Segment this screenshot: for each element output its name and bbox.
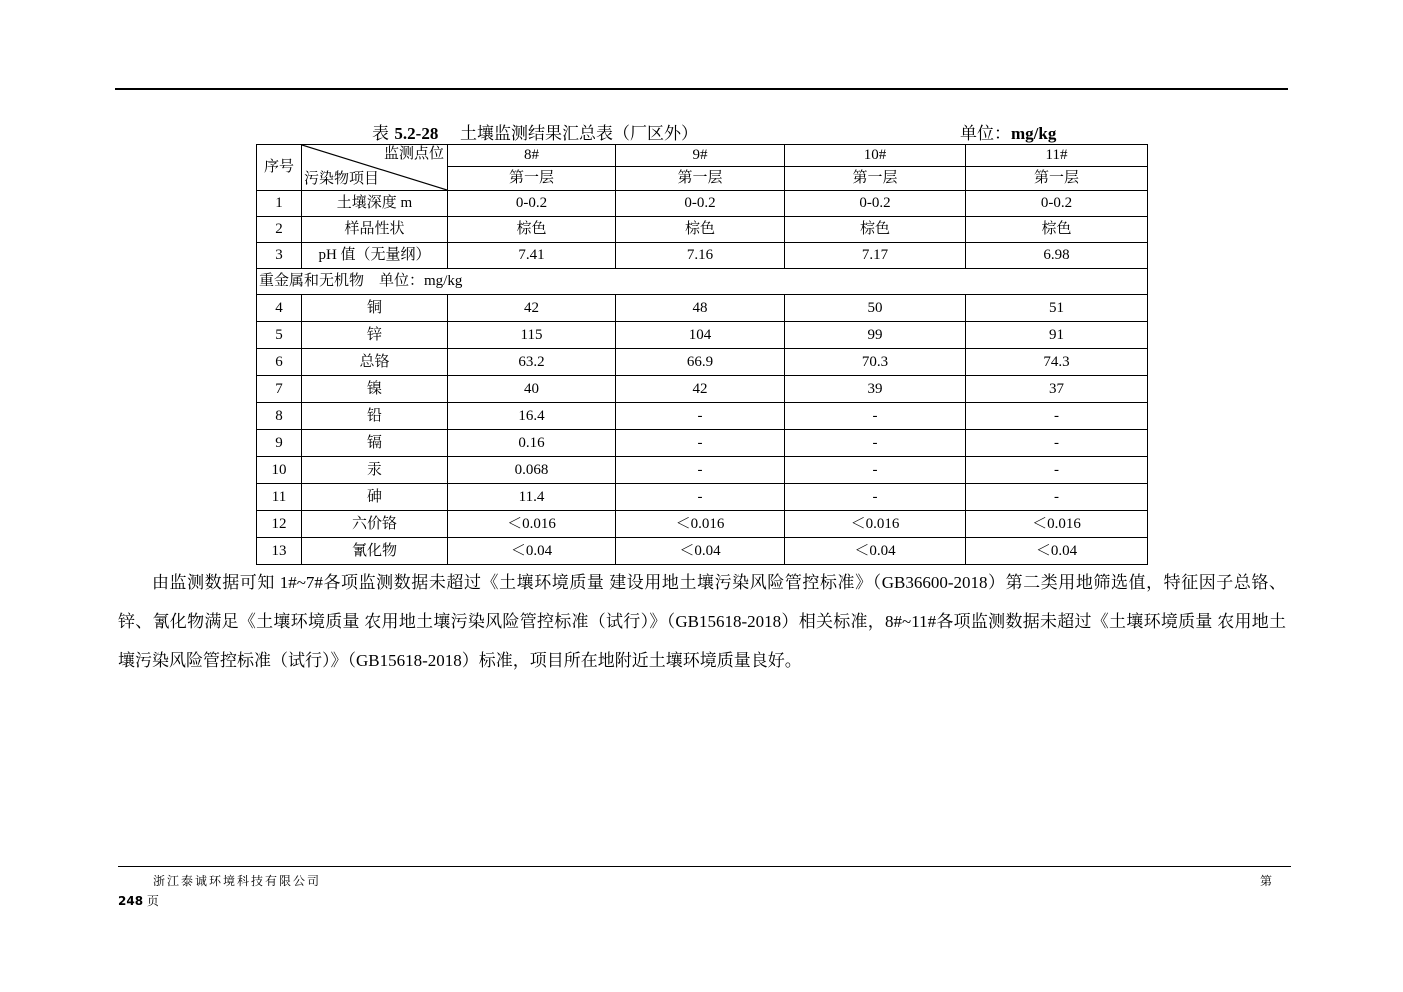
row-item: 砷	[302, 484, 448, 511]
row-number: 11	[257, 484, 302, 511]
value-cell: 50	[785, 295, 966, 322]
value-cell: 0-0.2	[785, 191, 966, 217]
value-cell: 0.16	[448, 430, 616, 457]
section-label: 重金属和无机物 单位：mg/kg	[257, 269, 1148, 295]
value-cell: ＜0.04	[616, 538, 785, 565]
value-cell: 0-0.2	[966, 191, 1148, 217]
value-cell: 0.068	[448, 457, 616, 484]
row-number: 5	[257, 322, 302, 349]
table-row	[257, 376, 1148, 403]
table-row	[257, 243, 1148, 269]
value-cell: 棕色	[966, 217, 1148, 243]
value-cell: 16.4	[448, 403, 616, 430]
footer-page-number	[118, 892, 159, 909]
header-pollutant-item: 污染物项目	[304, 171, 380, 187]
value-cell: 70.3	[785, 349, 966, 376]
header-seq: 序号	[257, 145, 302, 191]
table-row	[257, 538, 1148, 565]
header-rule	[115, 88, 1288, 90]
footer-page-prefix: 第	[1260, 874, 1273, 888]
conclusion-paragraph	[118, 563, 1286, 680]
caption-title-text: 土壤监测结果汇总表（厂区外）	[459, 124, 698, 144]
unit-value: mg/kg	[1011, 124, 1057, 143]
row-item: pH 值（无量纲）	[302, 243, 448, 269]
soil-monitoring-table	[256, 144, 1148, 565]
page-suffix: 页	[146, 894, 159, 908]
value-cell: 0-0.2	[448, 191, 616, 217]
value-cell: 42	[448, 295, 616, 322]
table-row	[257, 457, 1148, 484]
value-cell: 7.41	[448, 243, 616, 269]
value-cell: 63.2	[448, 349, 616, 376]
value-cell: 0-0.2	[616, 191, 785, 217]
page-number: 248	[118, 894, 144, 908]
value-cell: 115	[448, 322, 616, 349]
row-number: 8	[257, 403, 302, 430]
header-monitoring-point: 监测点位	[383, 146, 444, 162]
point-cell: 9#	[616, 145, 785, 167]
row-item: 锌	[302, 322, 448, 349]
value-cell: -	[785, 403, 966, 430]
value-cell: 棕色	[448, 217, 616, 243]
value-cell: 74.3	[966, 349, 1148, 376]
row-number: 3	[257, 243, 302, 269]
point-cell: 11#	[966, 145, 1148, 167]
row-item: 样品性状	[302, 217, 448, 243]
table-row	[257, 484, 1148, 511]
value-cell: ＜0.016	[616, 511, 785, 538]
row-item: 土壤深度 m	[302, 191, 448, 217]
value-cell: ＜0.016	[966, 511, 1148, 538]
row-item: 氰化物	[302, 538, 448, 565]
footer-rule	[118, 866, 1291, 867]
row-item: 六价铬	[302, 511, 448, 538]
section-row	[257, 269, 1148, 295]
table-row	[257, 349, 1148, 376]
value-cell: 40	[448, 376, 616, 403]
value-cell: -	[785, 430, 966, 457]
table-row	[257, 322, 1148, 349]
value-cell: -	[616, 457, 785, 484]
value-cell: 7.17	[785, 243, 966, 269]
caption-prefix: 表	[372, 124, 389, 144]
row-item: 总铬	[302, 349, 448, 376]
row-item: 镉	[302, 430, 448, 457]
table-row	[257, 217, 1148, 243]
value-cell: 11.4	[448, 484, 616, 511]
value-cell: 99	[785, 322, 966, 349]
layer-cell: 第一层	[616, 167, 785, 191]
table-row	[257, 403, 1148, 430]
value-cell: -	[966, 430, 1148, 457]
value-cell: -	[785, 484, 966, 511]
row-number: 10	[257, 457, 302, 484]
value-cell: 39	[785, 376, 966, 403]
value-cell: 37	[966, 376, 1148, 403]
value-cell: 棕色	[785, 217, 966, 243]
value-cell: -	[966, 457, 1148, 484]
value-cell: 6.98	[966, 243, 1148, 269]
row-item: 铜	[302, 295, 448, 322]
value-cell: ＜0.04	[785, 538, 966, 565]
value-cell: -	[616, 403, 785, 430]
row-number: 9	[257, 430, 302, 457]
row-item: 镍	[302, 376, 448, 403]
table-row	[257, 511, 1148, 538]
value-cell: 48	[616, 295, 785, 322]
row-number: 12	[257, 511, 302, 538]
value-cell: 91	[966, 322, 1148, 349]
table-caption	[372, 119, 698, 144]
row-number: 1	[257, 191, 302, 217]
table-unit	[960, 119, 1056, 144]
value-cell: 51	[966, 295, 1148, 322]
value-cell: -	[616, 484, 785, 511]
table-row	[257, 191, 1148, 217]
value-cell: 104	[616, 322, 785, 349]
row-number: 4	[257, 295, 302, 322]
layer-cell: 第一层	[448, 167, 616, 191]
table-row	[257, 430, 1148, 457]
row-number: 6	[257, 349, 302, 376]
value-cell: 7.16	[616, 243, 785, 269]
row-number: 13	[257, 538, 302, 565]
point-cell: 10#	[785, 145, 966, 167]
value-cell: ＜0.04	[448, 538, 616, 565]
value-cell: 棕色	[616, 217, 785, 243]
value-cell: 42	[616, 376, 785, 403]
row-number: 7	[257, 376, 302, 403]
value-cell: ＜0.016	[448, 511, 616, 538]
value-cell: -	[785, 457, 966, 484]
value-cell: 66.9	[616, 349, 785, 376]
unit-label: 单位：	[960, 124, 1011, 144]
row-item: 汞	[302, 457, 448, 484]
value-cell: -	[966, 403, 1148, 430]
footer-company: 浙江泰诚环境科技有限公司	[153, 874, 322, 888]
caption-table-number: 5.2-28	[394, 124, 439, 143]
value-cell: ＜0.016	[785, 511, 966, 538]
header-row-points	[257, 145, 1148, 167]
value-cell: -	[616, 430, 785, 457]
diagonal-header-cell	[302, 145, 448, 191]
row-item: 铅	[302, 403, 448, 430]
conclusion-text: 由监测数据可知 1#~7#各项监测数据未超过《土壤环境质量 建设用地土壤污染风险管控标准》（GB36600-2018）第二类用地筛选值，特征因子总铬、锌、氰化物满足《土壤环境质量 农用地土壤污染风险管控标准（试行）》（GB15618-2018）相关标准，8#~11#各项监测数据未超过《土壤环境质量 农用地土壤污染风险管控标准（试行）》（GB15618-2018）标准，项目所在地附近土壤环境质量良好。	[118, 573, 1286, 670]
point-cell: 8#	[448, 145, 616, 167]
layer-cell: 第一层	[785, 167, 966, 191]
row-number: 2	[257, 217, 302, 243]
table-row	[257, 295, 1148, 322]
value-cell: -	[966, 484, 1148, 511]
layer-cell: 第一层	[966, 167, 1148, 191]
value-cell: ＜0.04	[966, 538, 1148, 565]
